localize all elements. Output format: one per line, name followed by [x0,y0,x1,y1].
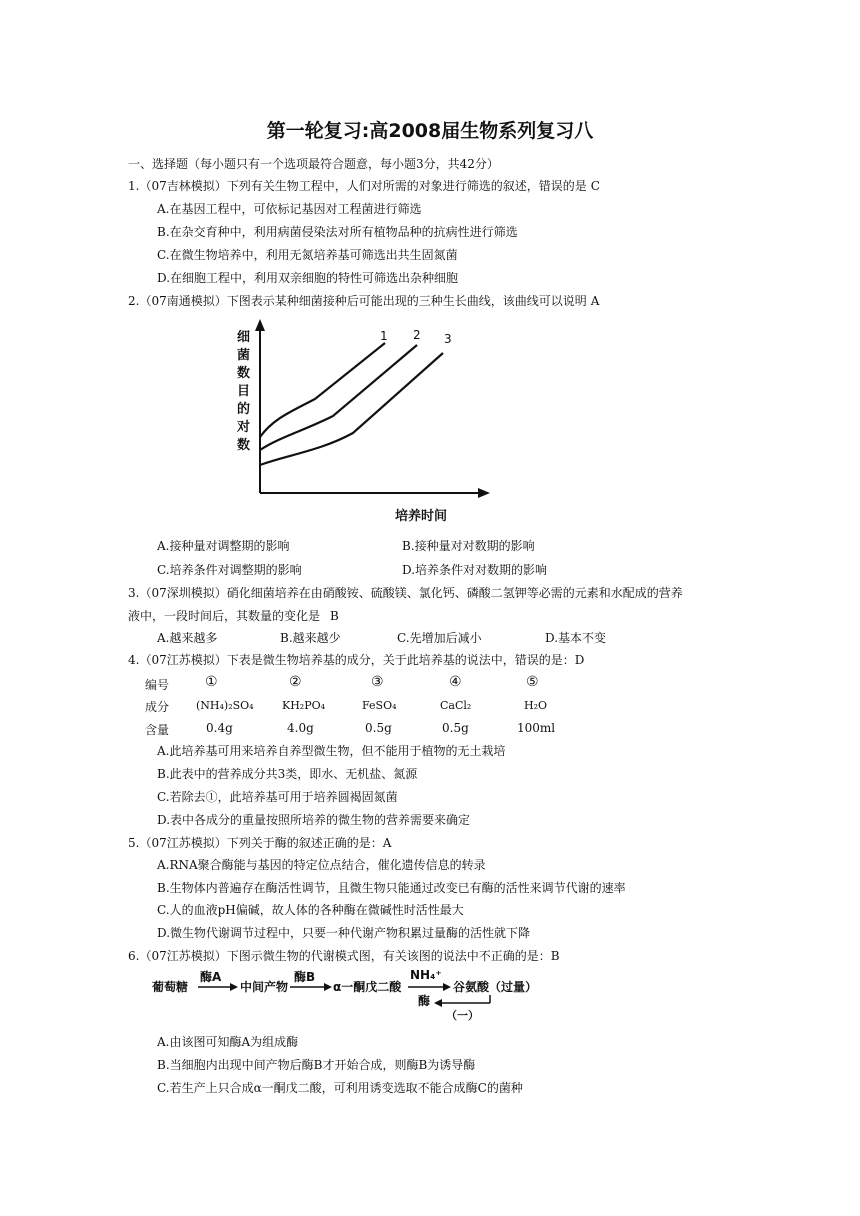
pathway-node-ketoglutarate: α一酮戊二酸 [333,980,402,994]
curve-1 [260,343,385,437]
q6-option-c: C.若生产上只合成α一酮戊二酸，可利用诱变选取不能合成酶C的菌种 [157,1081,523,1095]
q5-stem: 5.（07江苏模拟）下列关于酶的叙述正确的是：A [128,836,392,850]
section-heading: 一、选择题（每小题只有一个选项最符合题意，每小题3分，共42分） [128,157,499,171]
pathway-node-glutamate: 谷氨酸（过量） [453,980,538,994]
table-amount-3: 0.5g [365,721,392,735]
q3-stem-line2: 液中，一段时间后，其数量的变化是 B [128,609,339,623]
curve-label-3: 3 [444,332,452,346]
q3-option-b: B.越来越少 [280,631,341,645]
page-title: 第一轮复习:高2008届生物系列复习八 [266,120,594,142]
table-amount-4: 0.5g [442,721,469,735]
q2-option-a: A.接种量对调整期的影响 [157,539,290,553]
q4-option-b: B.此表中的营养成分共3类，即水、无机盐、氮源 [157,767,418,781]
q1-option-c: C.在微生物培养中，利用无氮培养基可筛选出共生固氮菌 [157,248,458,262]
growth-curve-figure [225,315,505,530]
x-axis-label: 培养时间 [395,509,448,524]
q5-answer: A [382,836,392,850]
q1-answer: C [590,179,600,193]
q3-stem-line1: 3.（07深圳模拟）硝化细菌培养在由硝酸铵、硫酸镁、氯化钙、磷酸二氢钾等必需的元素和水配成的营养 [128,586,683,600]
q6-answer: B [550,949,560,963]
table-amount-1: 0.4g [206,721,233,735]
q2-option-d: D.培养条件对对数期的影响 [402,563,548,577]
metabolic-pathway-figure [150,965,570,1025]
table-row-label-id: 编号 [145,678,170,692]
pathway-enzyme-b: 酶B [294,970,316,984]
q4-option-d: D.表中各成分的重量按照所培养的微生物的营养需要来确定 [157,813,471,827]
table-id-1: ① [205,674,218,690]
q6-stem: 6.（07江苏模拟）下图示微生物的代谢模式图，有关该图的说法中不正确的是：B [128,949,560,963]
pathway-enzyme-a: 酶A [200,970,222,984]
pathway-feedback-label: （一） [446,1009,479,1022]
table-id-4: ④ [449,674,462,690]
q1-stem: 1.（07吉林模拟）下列有关生物工程中，人们对所需的对象进行筛选的叙述，错误的是 C [128,179,600,193]
q2-answer: A [590,294,600,308]
q1-option-b: B.在杂交育种中，利用病菌侵染法对所有植物品种的抗病性进行筛选 [157,225,518,239]
table-component-2: KH₂PO₄ [282,699,326,712]
pathway-ammonium: NH₄⁺ [410,968,442,982]
q3-option-a: A.越来越多 [157,631,218,645]
q4-answer: D [574,653,585,667]
q4-stem: 4.（07江苏模拟）下表是微生物培养基的成分，关于此培养基的说法中，错误的是：D [128,653,585,667]
q5-option-d: D.微生物代谢调节过程中，只要一种代谢产物积累过量酶的活性就下降 [157,926,531,940]
feedback-arrow [434,999,442,1007]
curve-label-1: 1 [380,329,388,343]
table-component-3: FeSO₄ [362,699,397,712]
q4-option-a: A.此培养基可用来培养自养型微生物，但不能用于植物的无土栽培 [157,744,506,758]
q3-option-c: C.先增加后减小 [397,631,482,645]
table-id-5: ⑤ [526,674,539,690]
q2-option-c: C.培养条件对调整期的影响 [157,563,302,577]
y-axis-label: 细 菌 数 目 的 对 数 [237,330,251,453]
table-row-label-amount: 含量 [145,723,170,737]
q5-option-b: B.生物体内普遍存在酶活性调节，且微生物只能通过改变已有酶的活性来调节代谢的速率 [157,881,626,895]
table-amount-5: 100ml [517,721,556,735]
q3-answer: B [330,609,339,623]
q5-option-c: C.人的血液pH偏碱，故人体的各种酶在微碱性时活性最大 [157,903,464,917]
pathway-node-intermediate: 中间产物 [240,980,289,994]
q5-option-a: A.RNA聚合酶能与基因的特定位点结合，催化遗传信息的转录 [157,858,486,872]
curve-label-2: 2 [413,328,421,342]
table-row-label-component: 成分 [145,700,170,714]
q2-stem: 2.（07南通模拟）下图表示某种细菌接种后可能出现的三种生长曲线，该曲线可以说明 A [128,294,600,308]
pathway-enzyme-c: 酶 [418,994,431,1008]
table-component-1: (NH₄)₂SO₄ [196,699,254,712]
q6-option-b: B.当细胞内出现中间产物后酶B才开始合成，则酶B为诱导酶 [157,1058,476,1072]
table-id-3: ③ [371,674,384,690]
q1-option-a: A.在基因工程中，可依标记基因对工程菌进行筛选 [157,202,422,216]
table-amount-2: 4.0g [287,721,314,735]
q6-option-a: A.由该图可知酶A为组成酶 [157,1035,299,1049]
q2-option-b: B.接种量对对数期的影响 [402,539,535,553]
q4-option-c: C.若除去①，此培养基可用于培养圆褐固氮菌 [157,790,398,804]
y-axis-arrow [255,319,265,331]
table-component-5: H₂O [524,699,548,712]
table-id-2: ② [289,674,302,690]
pathway-node-glucose: 葡萄糖 [152,980,189,994]
x-axis-arrow [478,488,490,498]
q1-option-d: D.在细胞工程中，利用双亲细胞的特性可筛选出杂种细胞 [157,271,459,285]
table-component-4: CaCl₂ [440,699,472,712]
q3-option-d: D.基本不变 [545,631,607,645]
